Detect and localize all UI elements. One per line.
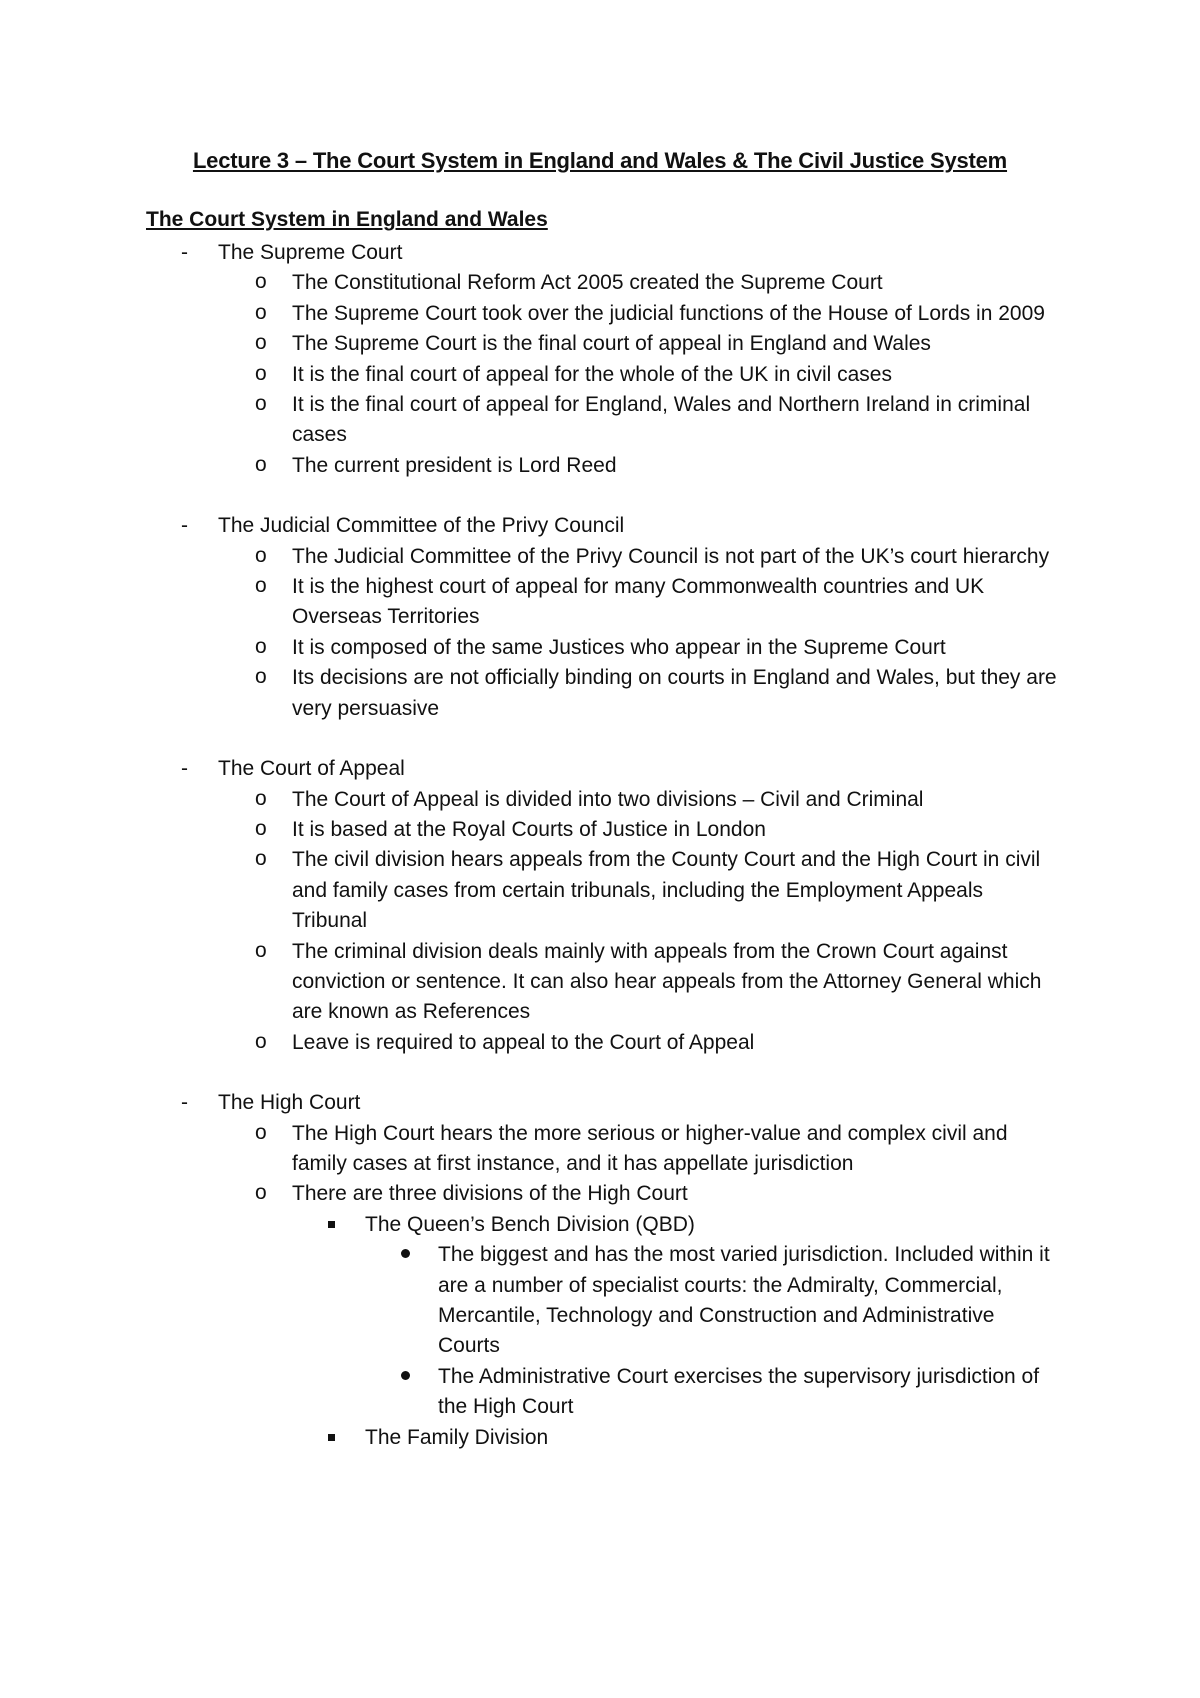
court-supreme-court xyxy=(0,238,1048,268)
list-item: o It is composed of the same Justices who appear in the Supreme Court xyxy=(0,633,1062,663)
list-item: o The Judicial Committee of the Privy Council is not part of the UK’s court hierarchy xyxy=(0,542,1062,572)
list-item: o It is based at the Royal Courts of Justice in London xyxy=(0,815,1062,845)
square-bullet-icon xyxy=(328,1434,335,1441)
circle-bullet: o xyxy=(255,816,267,840)
division-queens-bench: The Queen’s Bench Division (QBD) xyxy=(0,1210,1055,1240)
list-item: The Administrative Court exercises the supervisory jurisdiction of the High Court xyxy=(0,1362,1058,1423)
notes-body xyxy=(0,238,1200,1453)
dot-bullet-icon xyxy=(401,1371,410,1380)
dot-bullet-icon xyxy=(401,1249,410,1258)
list-item: o It is the final court of appeal for the whole of the UK in civil cases xyxy=(0,360,1062,390)
circle-bullet: o xyxy=(255,392,267,416)
circle-bullet: o xyxy=(255,543,267,567)
list-item: o The Constitutional Reform Act 2005 created the Supreme Court xyxy=(0,268,1062,298)
list-item: o There are three divisions of the High Court xyxy=(0,1179,1062,1209)
circle-bullet: o xyxy=(255,665,267,689)
circle-bullet: o xyxy=(255,786,267,810)
dash-bullet: - xyxy=(181,514,188,538)
circle-bullet: o xyxy=(255,847,267,871)
list-item: o The civil division hears appeals from the County Court and the High Court in civil and family cases from certain tribunals, including the Employment Appeals Tribunal xyxy=(0,845,1062,936)
square-bullet-icon xyxy=(328,1221,335,1228)
court-privy-council xyxy=(0,511,1048,541)
list-item: o The High Court hears the more serious or higher-value and complex civil and family cases at first instance, and it has appellate jurisdiction xyxy=(0,1119,1062,1180)
list-item: o The Court of Appeal is divided into two divisions – Civil and Criminal xyxy=(0,785,1062,815)
list-item: o The current president is Lord Reed xyxy=(0,451,1062,481)
list-item: The biggest and has the most varied jurisdiction. Included within it are a number of specialist courts: the Admiralty, Commercial, Mercantile, Technology and Construction and Administrative Courts xyxy=(0,1240,1058,1362)
dash-bullet: - xyxy=(181,241,188,264)
list-item: o The Supreme Court took over the judicial functions of the House of Lords in 2009 xyxy=(0,299,1062,329)
court-heading: The Court of Appeal xyxy=(218,757,405,781)
division-family: The Family Division xyxy=(0,1423,1055,1453)
list-item: o It is the highest court of appeal for many Commonwealth countries and UK Overseas Territories xyxy=(0,572,1062,633)
circle-bullet: o xyxy=(255,452,267,476)
court-court-of-appeal xyxy=(0,754,1048,784)
court-heading: The Judicial Committee of the Privy Council xyxy=(218,514,625,538)
circle-bullet: o xyxy=(255,1120,267,1144)
court-high-court xyxy=(0,1088,1048,1118)
circle-bullet: o xyxy=(255,938,267,962)
court-heading: The High Court xyxy=(218,1091,361,1115)
list-item: o It is the final court of appeal for England, Wales and Northern Ireland in criminal cases xyxy=(0,390,1062,451)
circle-bullet: o xyxy=(255,270,267,294)
list-item: o The criminal division deals mainly with appeals from the Crown Court against conviction or sentence. It can also hear appeals from the Attorney General which are known as References xyxy=(0,937,1062,1028)
circle-bullet: o xyxy=(255,361,267,385)
list-item: o The Supreme Court is the final court of appeal in England and Wales xyxy=(0,329,1062,359)
document-title: Lecture 3 – The Court System in England and Wales & The Civil Justice System xyxy=(192,148,1008,173)
circle-bullet: o xyxy=(255,1181,267,1205)
dash-bullet: - xyxy=(181,1091,188,1115)
court-list xyxy=(0,238,1200,1453)
circle-bullet: o xyxy=(255,1029,267,1053)
section-heading: The Court System in England and Wales xyxy=(146,208,548,231)
list-item: o Its decisions are not officially binding on courts in England and Wales, but they are very persuasive xyxy=(0,663,1062,724)
court-heading: The Supreme Court xyxy=(218,241,403,264)
circle-bullet: o xyxy=(255,634,267,658)
list-item: o Leave is required to appeal to the Court of Appeal xyxy=(0,1028,1062,1058)
circle-bullet: o xyxy=(255,331,267,355)
dash-bullet: - xyxy=(181,757,188,781)
circle-bullet: o xyxy=(255,300,267,324)
circle-bullet: o xyxy=(255,574,267,598)
